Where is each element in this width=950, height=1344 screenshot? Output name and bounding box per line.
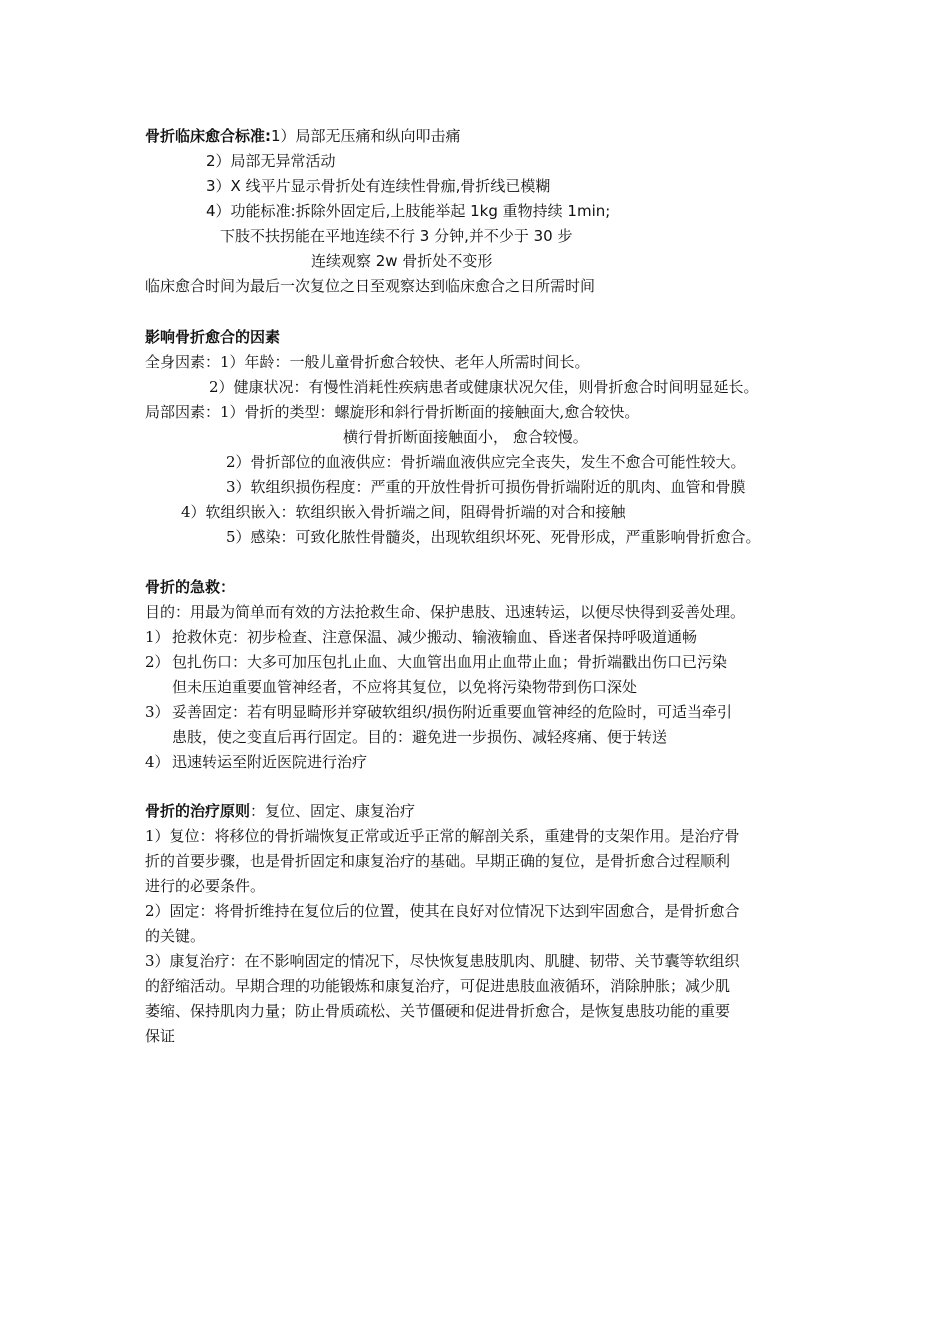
treatment-line-2: 折的首要步骤，也是骨折固定和康复治疗的基础。早期正确的复位，是骨折愈合过程顺利	[145, 852, 731, 870]
factors-local-2: 2）骨折部位的血液供应：骨折端血液供应完全丧失，发生不愈合可能性较大。	[226, 453, 746, 471]
treatment-title: 骨折的治疗原则	[145, 802, 251, 820]
treatment-line-1: 1）复位：将移位的骨折端恢复正常或近乎正常的解剖关系，重建骨的支架作用。是治疗骨	[145, 827, 740, 845]
treatment-line-7: 的舒缩活动。早期合理的功能锻炼和康复治疗，可促进患肢血液循环，消除肿胀；减少肌	[145, 977, 731, 995]
firstaid-title: 骨折的急救：	[145, 578, 236, 596]
treatment-title-rest: ：复位、固定、康复治疗	[250, 802, 416, 820]
firstaid-num-1: 1）	[145, 628, 170, 646]
factors-general-2: 2）健康状况：有慢性消耗性疾病患者或健康状况欠佳，则骨折愈合时间明显延长。	[209, 378, 759, 396]
criteria-line-1	[145, 124, 461, 148]
firstaid-step-2b: 但未压迫重要血管神经者，不应将其复位，以免将污染物带到伤口深处	[172, 678, 638, 696]
factors-local-1: 局部因素：1）骨折的类型：螺旋形和斜行骨折断面的接触面大,愈合较快。	[145, 403, 640, 421]
factors-title: 影响骨折愈合的因素	[145, 328, 281, 346]
criteria-item-1: 1）局部无压痛和纵向叩击痛	[271, 127, 461, 145]
firstaid-num-4: 4）	[145, 753, 170, 771]
firstaid-goal: 目的：用最为简单而有效的方法抢救生命、保护患肢、迅速转运，以便尽快得到妥善处理。	[145, 603, 746, 621]
firstaid-step-1: 抢救休克：初步检查、注意保温、减少搬动、输液输血、昏迷者保持呼吸道通畅	[172, 628, 698, 646]
firstaid-step-4: 迅速转运至附近医院进行治疗	[172, 753, 368, 771]
treatment-line-5: 的关键。	[145, 927, 206, 945]
criteria-item-3: 3）X 线平片显示骨折处有连续性骨痂,骨折线已模糊	[206, 177, 551, 195]
treatment-line-9: 保证	[145, 1027, 176, 1045]
criteria-item-4: 4）功能标准:拆除外固定后,上肢能举起 1kg 重物持续 1min;	[206, 202, 611, 220]
treatment-line-8: 萎缩、保持肌肉力量；防止骨质疏松、关节僵硬和促进骨折愈合，是恢复患肢功能的重要	[145, 1002, 731, 1020]
treatment-line-6: 3）康复治疗：在不影响固定的情况下，尽快恢复患肢肌肉、肌腱、韧带、关节囊等软组织	[145, 952, 740, 970]
firstaid-step-2a: 包扎伤口：大多可加压包扎止血、大血管出血用止血带止血；骨折端戳出伤口已污染	[172, 653, 728, 671]
factors-general-1: 全身因素：1）年龄：一般儿童骨折愈合较快、老年人所需时间长。	[145, 353, 590, 371]
treatment-heading	[145, 799, 415, 823]
criteria-note: 临床愈合时间为最后一次复位之日至观察达到临床愈合之日所需时间	[145, 277, 596, 295]
factors-local-1b: 横行骨折断面接触面小， 愈合较慢。	[343, 428, 588, 446]
criteria-title: 骨折临床愈合标准:	[145, 127, 271, 145]
treatment-line-3: 进行的必要条件。	[145, 877, 266, 895]
criteria-item-4-lower-limb: 下肢不扶拐能在平地连续不行 3 分钟,并不少于 30 步	[220, 227, 573, 245]
criteria-item-2: 2）局部无异常活动	[206, 152, 336, 170]
firstaid-step-3b: 患肢，使之变直后再行固定。目的：避免进一步损伤、减轻疼痛、便于转送	[172, 728, 668, 746]
firstaid-num-2: 2）	[145, 653, 170, 671]
criteria-item-4-observe: 连续观察 2w 骨折处不变形	[311, 252, 493, 270]
factors-local-4: 4）软组织嵌入：软组织嵌入骨折端之间，阻碍骨折端的对合和接触	[181, 503, 626, 521]
firstaid-num-3: 3）	[145, 703, 170, 721]
firstaid-step-3a: 妥善固定：若有明显畸形并穿破软组织/损伤附近重要血管神经的危险时，可适当牵引	[172, 703, 733, 721]
factors-local-3: 3）软组织损伤程度：严重的开放性骨折可损伤骨折端附近的肌肉、血管和骨膜	[226, 478, 746, 496]
treatment-line-4: 2）固定：将骨折维持在复位后的位置，使其在良好对位情况下达到牢固愈合，是骨折愈合	[145, 902, 740, 920]
factors-local-5: 5）感染：可致化脓性骨髓炎，出现软组织坏死、死骨形成，严重影响骨折愈合。	[226, 528, 761, 546]
